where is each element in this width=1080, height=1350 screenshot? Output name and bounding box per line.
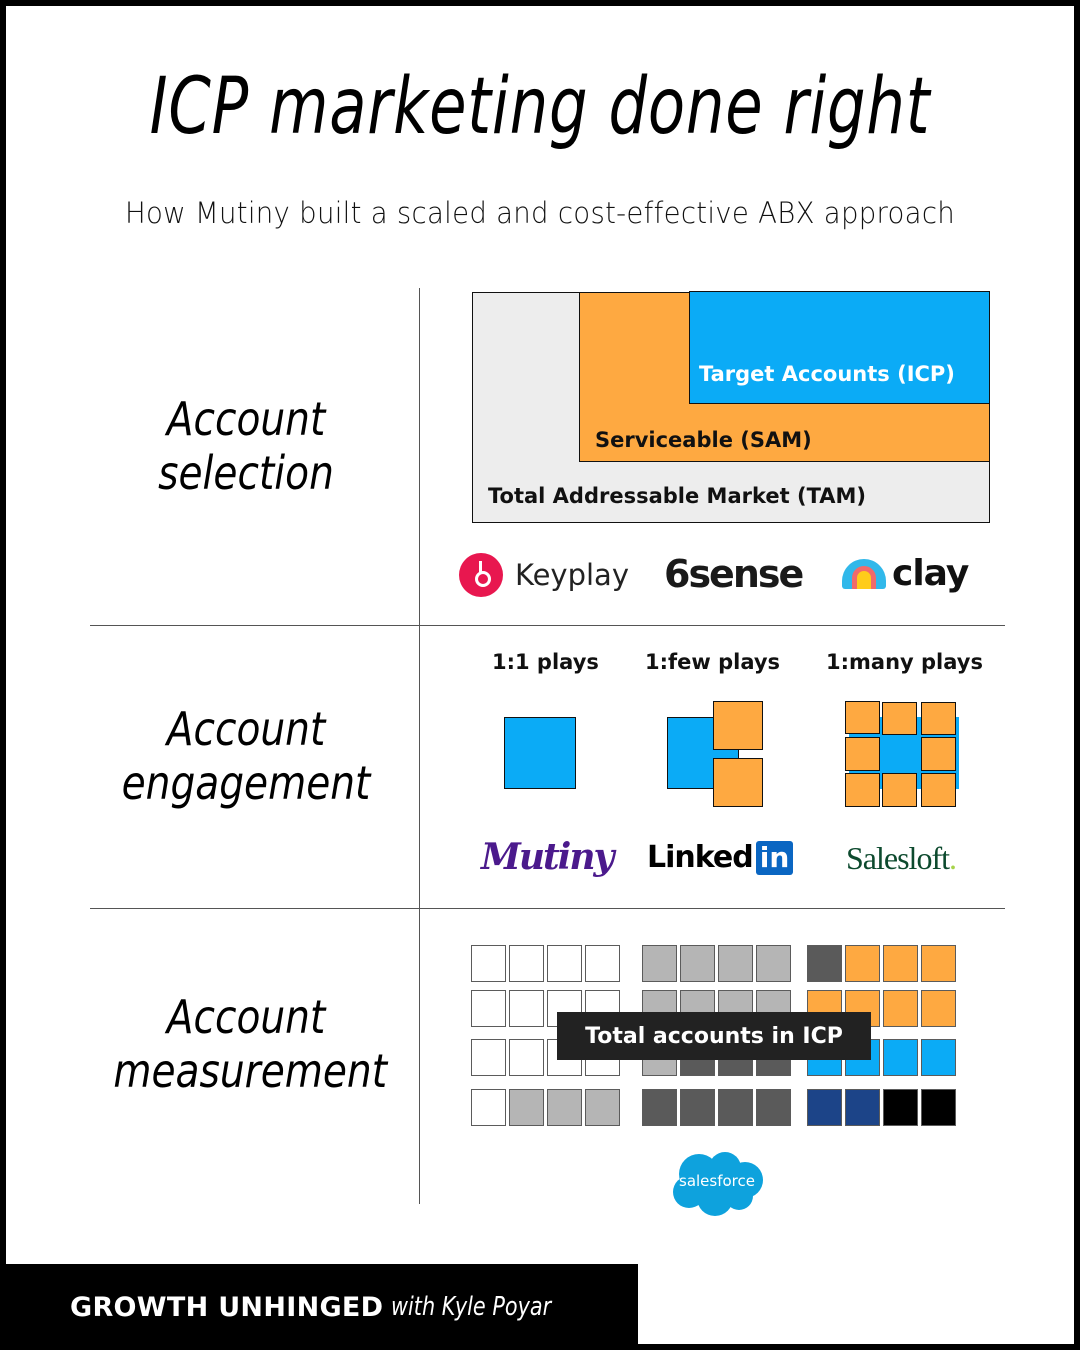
keyplay-key-icon — [459, 553, 503, 597]
clay-arch-icon — [842, 559, 886, 589]
total-accounts-label: Total accounts in ICP — [557, 1012, 871, 1060]
account-cell — [585, 1089, 620, 1126]
contact-square — [921, 737, 956, 771]
contact-square — [845, 773, 880, 807]
account-cell — [471, 990, 506, 1027]
account-cell — [883, 945, 918, 982]
account-cell — [718, 1089, 753, 1126]
row-label-account-engagement — [113, 702, 378, 810]
account-cell — [883, 1039, 918, 1076]
row-divider-1 — [90, 625, 1005, 626]
footer-banner — [0, 1264, 638, 1350]
clay-logo — [842, 553, 968, 594]
row-label-account-measurement — [113, 990, 388, 1098]
sam-label: Serviceable (SAM) — [595, 428, 812, 452]
contact-square — [882, 702, 917, 735]
page-title: ICP marketing done right — [149, 62, 931, 152]
mutiny-wordmark: Mutiny — [481, 836, 613, 878]
account-cell — [883, 1089, 918, 1126]
account-cell — [471, 1039, 506, 1076]
row-divider-2 — [90, 908, 1005, 909]
tam-label: Total Addressable Market (TAM) — [488, 484, 867, 508]
row-label-line: Account — [166, 392, 326, 446]
account-cell — [471, 1089, 506, 1126]
contact-square — [921, 773, 956, 807]
contact-square — [713, 701, 763, 750]
account-cell — [756, 945, 791, 982]
contact-square — [921, 702, 956, 735]
target-account-square — [504, 717, 576, 789]
salesloft-wordmark: Salesloft — [846, 840, 949, 876]
play-label-1tomany: 1:many plays — [826, 650, 983, 674]
account-cell — [883, 990, 918, 1027]
salesforce-wordmark: salesforce — [679, 1172, 755, 1190]
keyplay-logo — [459, 553, 629, 597]
account-cell — [807, 1089, 842, 1126]
linkedin-in-icon: in — [756, 841, 794, 875]
account-cell — [921, 1089, 956, 1126]
contact-square — [882, 773, 917, 807]
account-cell — [585, 945, 620, 982]
account-cell — [509, 945, 544, 982]
row-label-line: measurement — [113, 1044, 388, 1098]
icp-box — [689, 291, 990, 404]
account-cell — [642, 945, 677, 982]
contact-square — [845, 701, 880, 734]
icp-label: Target Accounts (ICP) — [699, 362, 955, 386]
account-cell — [509, 1089, 544, 1126]
contact-square — [713, 758, 763, 807]
account-cell — [845, 1089, 880, 1126]
play-label-1to1: 1:1 plays — [492, 650, 599, 674]
linkedin-wordmark: Linked — [647, 840, 753, 875]
salesloft-dot: . — [948, 840, 957, 876]
clay-wordmark: clay — [892, 553, 969, 594]
contact-square — [845, 737, 880, 771]
row-label-line: Account — [166, 990, 326, 1044]
row-label-line: selection — [158, 446, 334, 500]
account-cell — [921, 990, 956, 1027]
play-label-1tofew: 1:few plays — [645, 650, 781, 674]
account-cell — [547, 945, 582, 982]
keyplay-wordmark: Keyplay — [515, 558, 629, 592]
account-cell — [642, 1089, 677, 1126]
account-cell — [845, 945, 880, 982]
account-cell — [509, 1039, 544, 1076]
mutiny-logo — [481, 836, 612, 878]
account-cell — [680, 1089, 715, 1126]
6sense-logo — [664, 552, 802, 596]
footer-byline: with Kyle Poyar — [391, 1292, 552, 1322]
linkedin-logo — [647, 840, 793, 875]
page-subtitle: How Mutiny built a scaled and cost-effective ABX approach — [124, 196, 956, 230]
row-label-account-selection — [113, 392, 378, 500]
row-label-line: Account — [166, 702, 326, 756]
row-label-line: engagement — [121, 756, 371, 810]
account-cell — [547, 1089, 582, 1126]
account-cell — [921, 945, 956, 982]
account-cell — [509, 990, 544, 1027]
vertical-divider — [419, 288, 420, 1204]
footer-brand: GROWTH UNHINGED — [70, 1291, 384, 1323]
account-cell — [680, 945, 715, 982]
account-cell — [921, 1039, 956, 1076]
salesloft-logo — [846, 840, 957, 877]
account-cell — [807, 945, 842, 982]
account-cell — [718, 945, 753, 982]
account-cell — [756, 1089, 791, 1126]
account-cell — [471, 945, 506, 982]
salesforce-logo — [669, 1150, 765, 1218]
6sense-wordmark: 6sense — [664, 552, 803, 596]
